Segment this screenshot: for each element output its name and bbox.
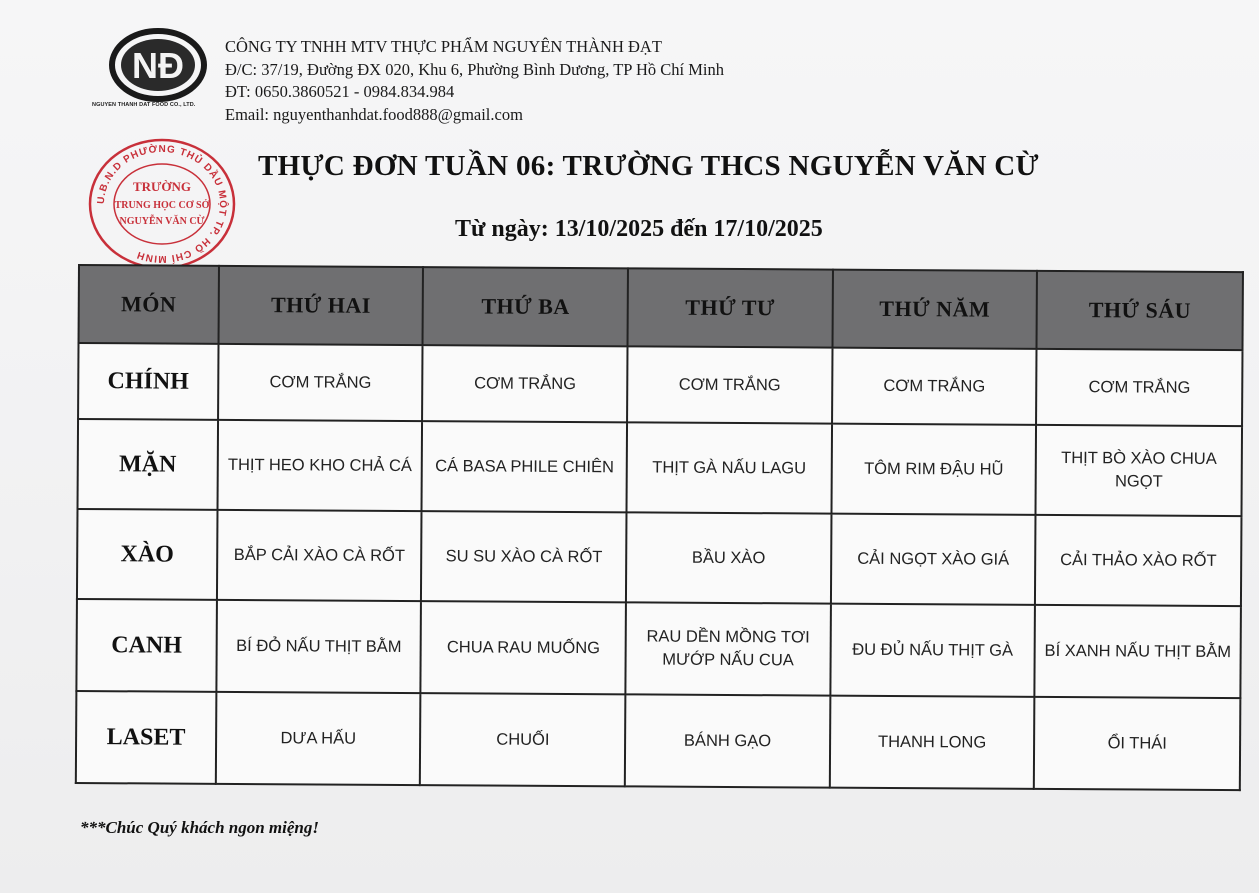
- row-label-savory: MẶN: [78, 419, 218, 510]
- row-label-soup: CANH: [76, 599, 216, 692]
- stamp-line1: TRƯỜNG: [132, 179, 192, 194]
- menu-title: THỰC ĐƠN TUẦN 06: TRƯỜNG THCS NGUYỄN VĂN CỪ: [258, 150, 1039, 182]
- menu-cell: DƯA HẤU: [216, 692, 421, 785]
- company-name: CÔNG TY TNHH MTV THỰC PHẨM NGUYÊN THÀNH ĐẠT: [225, 37, 662, 56]
- menu-cell: BÁNH GẠO: [625, 694, 830, 787]
- logo-caption: NGUYEN THANH DAT FOOD CO., LTD.: [92, 102, 196, 108]
- school-stamp: [86, 136, 238, 272]
- table-row: [78, 343, 1242, 426]
- menu-cell: RAU DỀN MỒNG TƠI MƯỚP NẤU CUA: [625, 602, 830, 695]
- menu-cell: CƠM TRẮNG: [832, 348, 1037, 425]
- menu-cell: TÔM RIM ĐẬU HŨ: [831, 424, 1036, 515]
- menu-cell: BẮP CẢI XÀO CÀ RỐT: [217, 510, 422, 601]
- menu-cell: BÍ ĐỎ NẤU THỊT BẰM: [216, 600, 421, 693]
- table-header-row: [79, 265, 1243, 350]
- menu-cell: CHUA RAU MUỐNG: [421, 601, 626, 694]
- company-logo: [108, 28, 208, 102]
- menu-cell: BẦU XÀO: [626, 512, 831, 603]
- row-label-stirfry: XÀO: [77, 509, 217, 600]
- menu-cell: CẢI NGỌT XÀO GIÁ: [831, 514, 1036, 605]
- menu-cell: CƠM TRẮNG: [423, 345, 628, 422]
- menu-cell: THANH LONG: [830, 696, 1035, 789]
- menu-cell: BÍ XANH NẤU THỊT BẰM: [1035, 605, 1241, 698]
- stamp-line2: TRUNG HỌC CƠ SỞ: [114, 200, 210, 211]
- row-label-main: CHÍNH: [78, 343, 218, 420]
- menu-cell: CƠM TRẮNG: [218, 344, 423, 421]
- weekly-menu-table: [75, 264, 1244, 791]
- company-email: Email: nguyenthanhdat.food888@gmail.com: [225, 104, 523, 124]
- row-label-dessert: LASET: [76, 691, 216, 784]
- table-row: [76, 691, 1241, 790]
- menu-cell: CƠM TRẮNG: [627, 346, 832, 423]
- menu-cell: CHUỐI: [420, 693, 625, 786]
- menu-cell: CÁ BASA PHILE CHIÊN: [422, 421, 627, 512]
- closing-note: ***Chúc Quý khách ngon miệng!: [80, 818, 319, 837]
- menu-cell: THỊT GÀ NẤU LAGU: [627, 422, 832, 513]
- header-wednesday: THỨ TƯ: [628, 268, 833, 347]
- menu-cell: ỔI THÁI: [1034, 697, 1240, 790]
- header-monday: THỨ HAI: [218, 266, 423, 345]
- menu-cell: THỊT BÒ XÀO CHUA NGỌT: [1036, 425, 1242, 516]
- company-phone: ĐT: 0650.3860521 - 0984.834.984: [225, 82, 455, 101]
- table-row: [78, 419, 1243, 516]
- table-row: [76, 599, 1241, 698]
- date-range: Từ ngày: 13/10/2025 đến 17/10/2025: [455, 216, 823, 242]
- menu-cell: THỊT HEO KHO CHẢ CÁ: [217, 420, 422, 511]
- menu-cell: SU SU XÀO CÀ RỐT: [421, 511, 626, 602]
- header-friday: THỨ SÁU: [1037, 271, 1243, 350]
- header-dish: MÓN: [79, 265, 219, 344]
- menu-cell: CƠM TRẮNG: [1036, 349, 1242, 426]
- menu-cell: ĐU ĐỦ NẤU THỊT GÀ: [830, 604, 1035, 697]
- logo-letters: NĐ: [132, 45, 184, 86]
- header-tuesday: THỨ BA: [423, 267, 628, 346]
- stamp-outer-text: U.B.N.D PHƯỜNG THỦ DẦU MỘT TP. HỒ CHÍ MINH: [95, 143, 229, 265]
- table-row: [77, 509, 1242, 606]
- company-info: [225, 36, 724, 126]
- menu-cell: CẢI THẢO XÀO RỐT: [1035, 515, 1241, 606]
- header-thursday: THỨ NĂM: [832, 270, 1037, 349]
- stamp-line3: NGUYỄN VĂN CỪ: [119, 216, 205, 227]
- company-address: Đ/C: 37/19, Đường ĐX 020, Khu 6, Phường Bình Dương, TP Hồ Chí Minh: [225, 59, 725, 79]
